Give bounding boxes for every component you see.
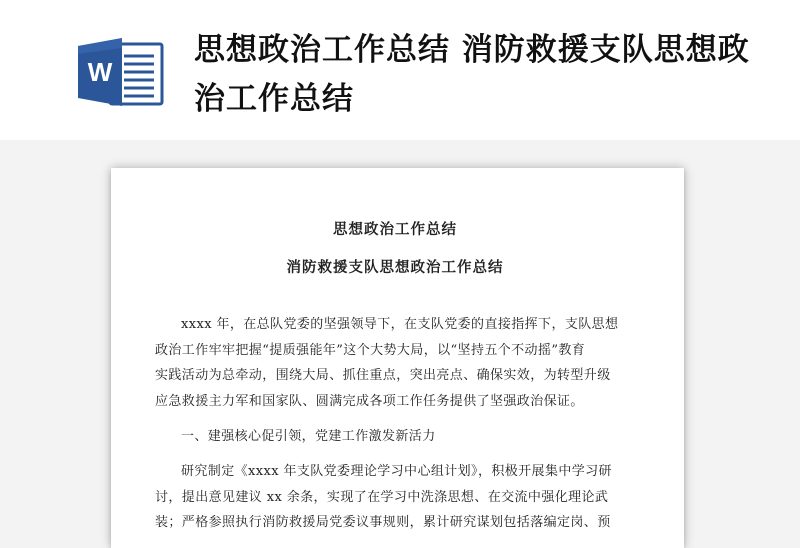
section-heading-text: 一、建强核心促引领，党建工作激发新活力 — [181, 429, 436, 444]
document-title: 思想政治工作总结 — [333, 221, 457, 238]
word-icon-letter: W — [87, 57, 113, 87]
header-banner — [0, 0, 800, 140]
document-preview — [111, 168, 684, 548]
paragraph-line: 讨，提出意见建议 xx 余条，实现了在学习中洗涤思想、在交流中强化理论武 — [155, 489, 609, 505]
paragraph-line: 装；严格参照执行消防救援局党委议事规则，累计研究谋划包括落编定岗、预 — [155, 515, 611, 530]
paragraph-line: 应急救援主力军和国家队、圆满完成各项工作任务提供了坚强政治保证。 — [155, 393, 584, 409]
body-paragraph — [155, 459, 635, 536]
document-subtitle: 消防救援支队思想政治工作总结 — [286, 259, 504, 276]
page-title: 思想政治工作总结 消防救援支队思想政治工作总结 — [194, 32, 750, 117]
paragraph-line: xxxx 年，在总队党委的坚强领导下，在支队党委的直接指挥下，支队思想 — [181, 317, 619, 332]
paragraph-line: 实践活动为总牵动，围绕大局、抓住重点，突出亮点、确保实效，为转型升级 — [155, 368, 611, 383]
section-heading — [155, 424, 635, 450]
paragraph-line: 研究制定《xxxx 年支队党委理论学习中心组计划》，积极开展集中学习研 — [181, 464, 612, 479]
intro-paragraph — [155, 312, 635, 414]
paragraph-line: 政治工作牢牢把握“提质强能年”这个大势大局，以“坚持五个不动摇”教育 — [155, 342, 586, 358]
word-document-icon — [72, 36, 168, 108]
